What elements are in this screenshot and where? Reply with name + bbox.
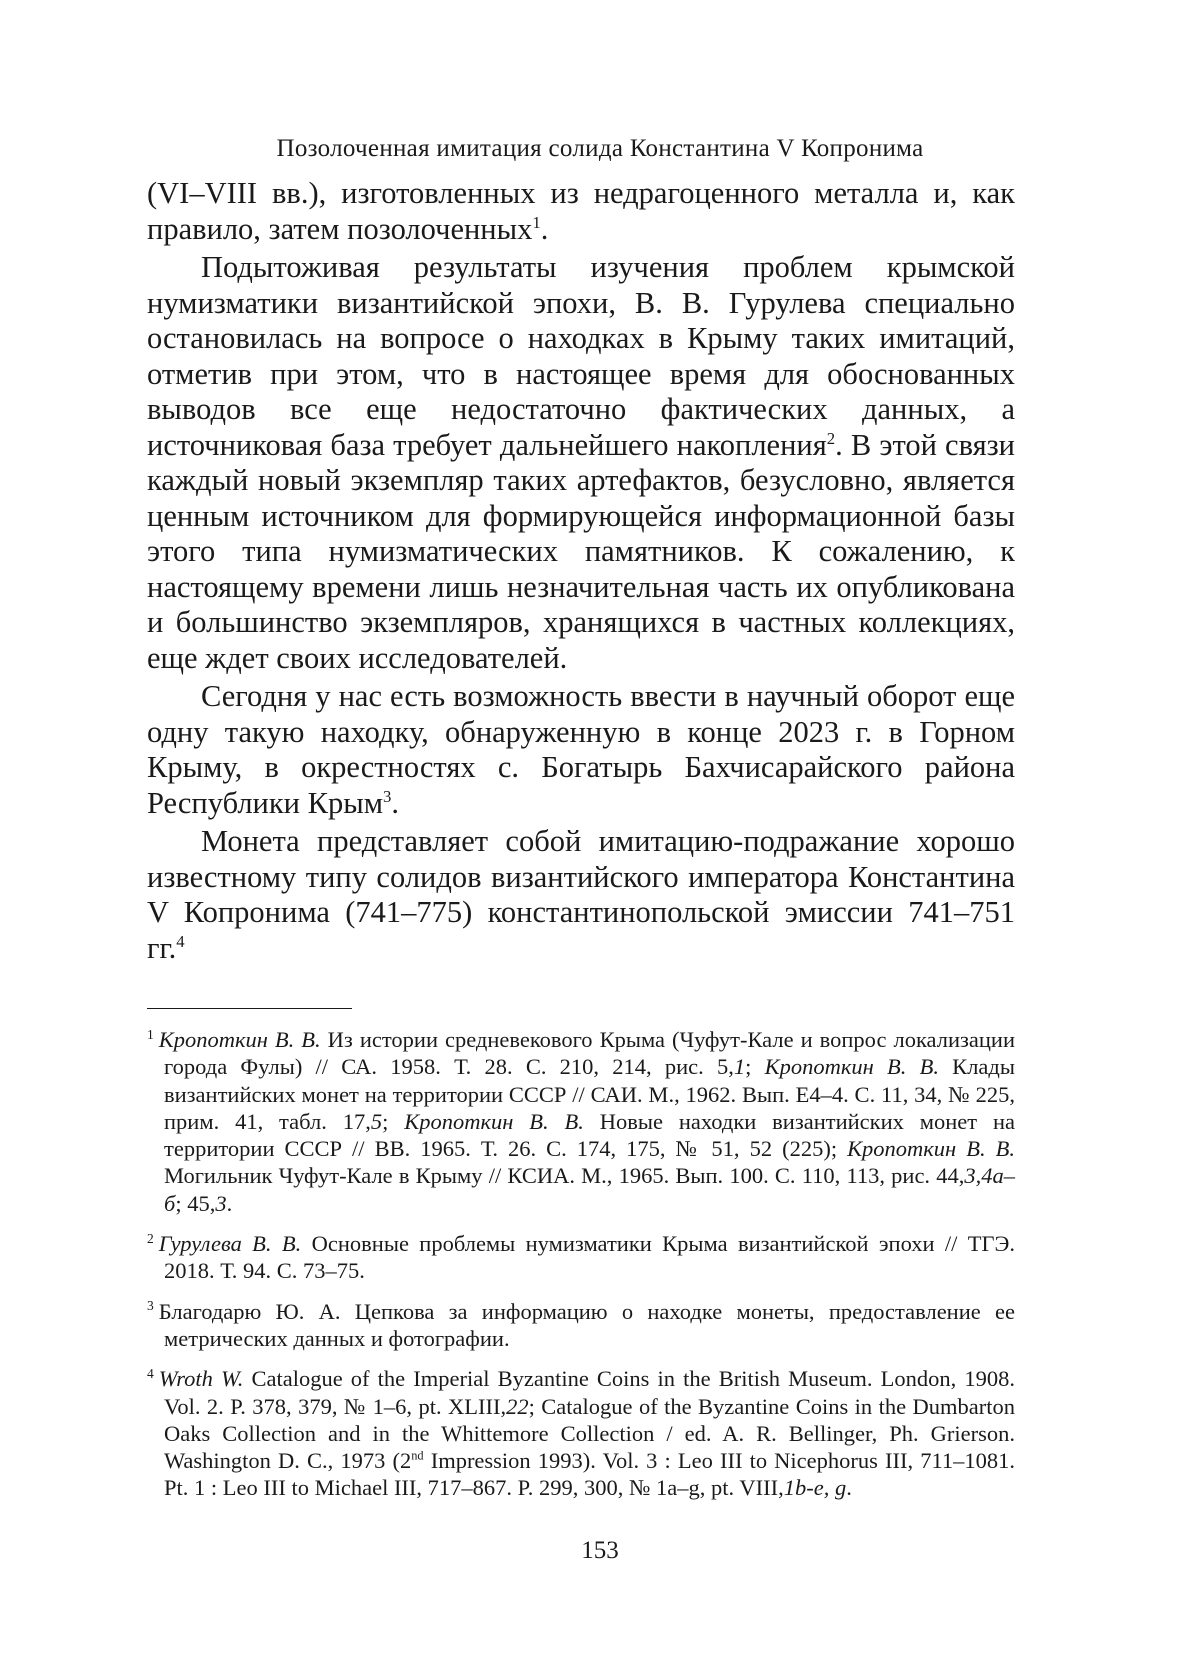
footnote-number: 4 [147,1365,154,1381]
footnote-2: $^2$ Гурулева В. В. Основные проблемы нумизматики Крыма византийской эпохи // ТГЭ. 2018. Т. 94. С. 73–75. [147,1230,1015,1284]
footnotes [147,1026,1015,1515]
footnote-number: 1 [147,1026,154,1042]
main-text [147,176,1015,966]
footnote-number: 3 [147,1298,154,1314]
paragraph-4: Монета представляет собой имитацию-подражание хорошо известному типу солидов византийского императора Константина V Копронима (741–775) константинопольской эмиссии 741–751 гг.$^4$ [147,824,1015,965]
footnote-3: $^3$ Благодарю Ю. А. Цепкова за информацию о находке монеты, предоставление ее метрических данных и фотографии. [147,1298,1015,1351]
footnote-number: 2 [147,1230,154,1246]
footnote-ref-3[interactable]: 3 [383,786,392,806]
footnote-divider [147,1008,352,1009]
footnote-ref-1[interactable]: 1 [532,212,541,232]
paragraph-1: (VI–VIII вв.), изготовленных из недрагоценного металла и, как правило, затем позолоченных$^1$. [147,176,1015,246]
running-head: Позолоченная имитация солида Константина V Копронима [276,135,924,162]
footnote-4: $^4$ Wroth W. Catalogue of the Imperial Byzantine Coins in the British Museum. London, 1908. Vol. 2. P. 378, 379, № 1–6, pt. XLIII,22; Catalogue of the Byzantine Coins in the Dumbarton Oaks Collection and in the Whittemore Collection / ed. A. R. Bellinger, Ph. Grierson. Washington D. C., 1973 (2nd Impression 1993). Vol. 3 : Leo III to Nicephorus III, 711–1081. Pt. 1 : Leo III to Michael III, 717–867. P. 299, 300, № 1a–g, pt. VIII,1b-e, g. [147,1365,1015,1501]
paragraph-3: Сегодня у нас есть возможность ввести в научный оборот еще одну такую находку, обнаруженную в конце 2023 г. в Горном Крыму, в окрестностях с. Богатырь Бахчисарайского района Республики Крым$^3$. [147,679,1015,820]
footnote-ref-2[interactable]: 2 [826,428,836,448]
paragraph-2: Подытоживая результаты изучения проблем крымской нумизматики византийской эпохи, В. В. Гурулева специально остановилась на вопросе о находках в Крыму таких имитаций, отметив при этом, что в настоящее время для обоснованных выводов все еще недостаточно фактических данных, а источниковая база требует дальнейшего накопления$^2$. В этой связи каждый новый экземпляр таких артефактов, безусловно, является ценным источником для формирующейся информационной базы этого типа нумизматических памятников. К сожалению, к настоящему времени лишь незначительная часть их опубликована и большинство экземпляров, хранящихся в частных коллекциях, еще ждет своих исследователей. [147,250,1015,675]
footnote-ref-4[interactable]: 4 [176,931,185,951]
footnote-1: $^1$ Кропоткин В. В. Из истории средневекового Крыма (Чуфут-Кале и вопрос локализации города Фулы) // СА. 1958. Т. 28. С. 210, 214, рис. 5,1; Кропоткин В. В. Клады византийских монет на территории СССР // САИ. М., 1962. Вып. Е4–4. С. 11, 34, № 225, прим. 41, табл. 17,5; Кропоткин В. В. Новые находки византийских монет на территории СССР // ВВ. 1965. Т. 26. С. 174, 175, № 51, 52 (225); Кропоткин В. В. Могильник Чуфут-Кале в Крыму // КСИА. М., 1965. Вып. 100. С. 110, 113, рис. 44,3,4а–б; 45,3. [147,1026,1015,1216]
page-number: 153 [581,1537,619,1564]
